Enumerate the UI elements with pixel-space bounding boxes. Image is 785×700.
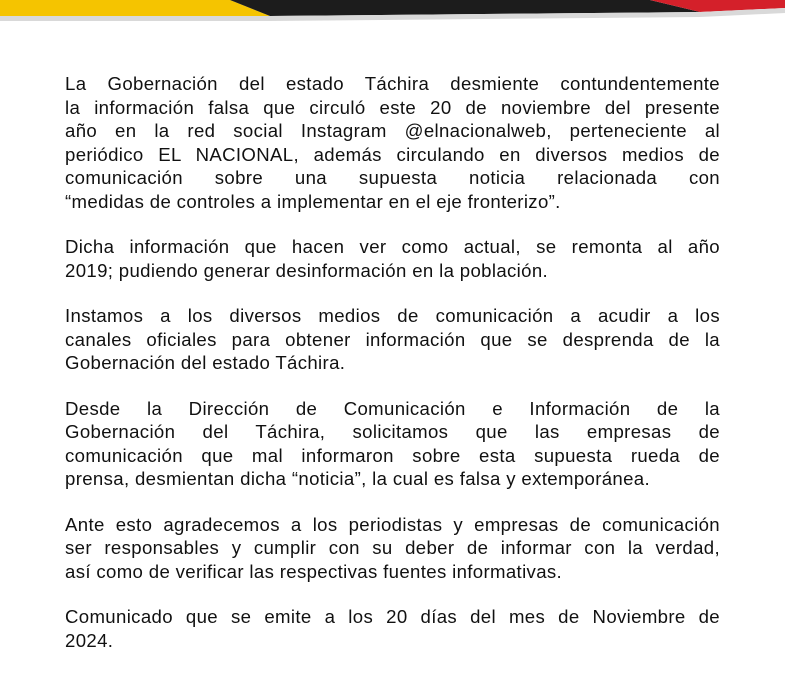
header-color-band [0,0,785,22]
press-release-body [65,72,720,674]
text-line: comunicación que mal informaron sobre esta supuesta rueda de [65,444,720,466]
text-line: canales oficiales para obtener información que se desprenda de la [65,328,720,350]
text-line: ser responsables y cumplir con su deber de informar con la verdad, [65,537,720,558]
text-line: Dicha información que hacen ver como actual, se remonta al año [65,236,720,257]
paragraph-4 [65,397,720,491]
text-line: Instamos a los diversos medios de comunicación a acudir a los [65,305,720,326]
paragraph-1 [65,72,720,213]
text-line: así como de verificar las respectivas fuentes informativas. [65,560,563,582]
text-line: año en la red social Instagram @elnacionalweb, perteneciente al [65,120,720,141]
text-line: la información falsa que circuló este 20 de noviembre del presente [65,96,720,118]
header-stripe-graphic [0,0,785,22]
text-line: 2019; pudiendo generar desinformación en la población. [65,259,549,281]
stripe-yellow [0,0,270,16]
text-line: Ante esto agradecemos a los periodistas y empresas de comunicación [65,513,720,535]
text-line: periódico EL NACIONAL, además circulando en diversos medios de [65,143,720,165]
paragraph-6 [65,605,720,652]
text-line: comunicación sobre una supuesta noticia relacionada con [65,167,720,188]
text-line: prensa, desmientan dicha “noticia”, la cual es falsa y extemporánea. [65,468,651,489]
text-line: Desde la Dirección de Comunicación e Información de la [65,397,720,419]
text-line: Gobernación del estado Táchira. [65,352,346,373]
text-line: 2024. [65,629,114,651]
paragraph-2 [65,235,720,282]
text-line: “medidas de controles a implementar en el eje fronterizo”. [65,190,561,212]
text-line: Comunicado que se emite a los 20 días del mes de Noviembre de [65,606,720,627]
text-line: La Gobernación del estado Táchira desmiente contundentemente [65,73,720,94]
paragraph-5 [65,513,720,584]
text-line: Gobernación del Táchira, solicitamos que las empresas de [65,421,720,442]
paragraph-3 [65,304,720,375]
